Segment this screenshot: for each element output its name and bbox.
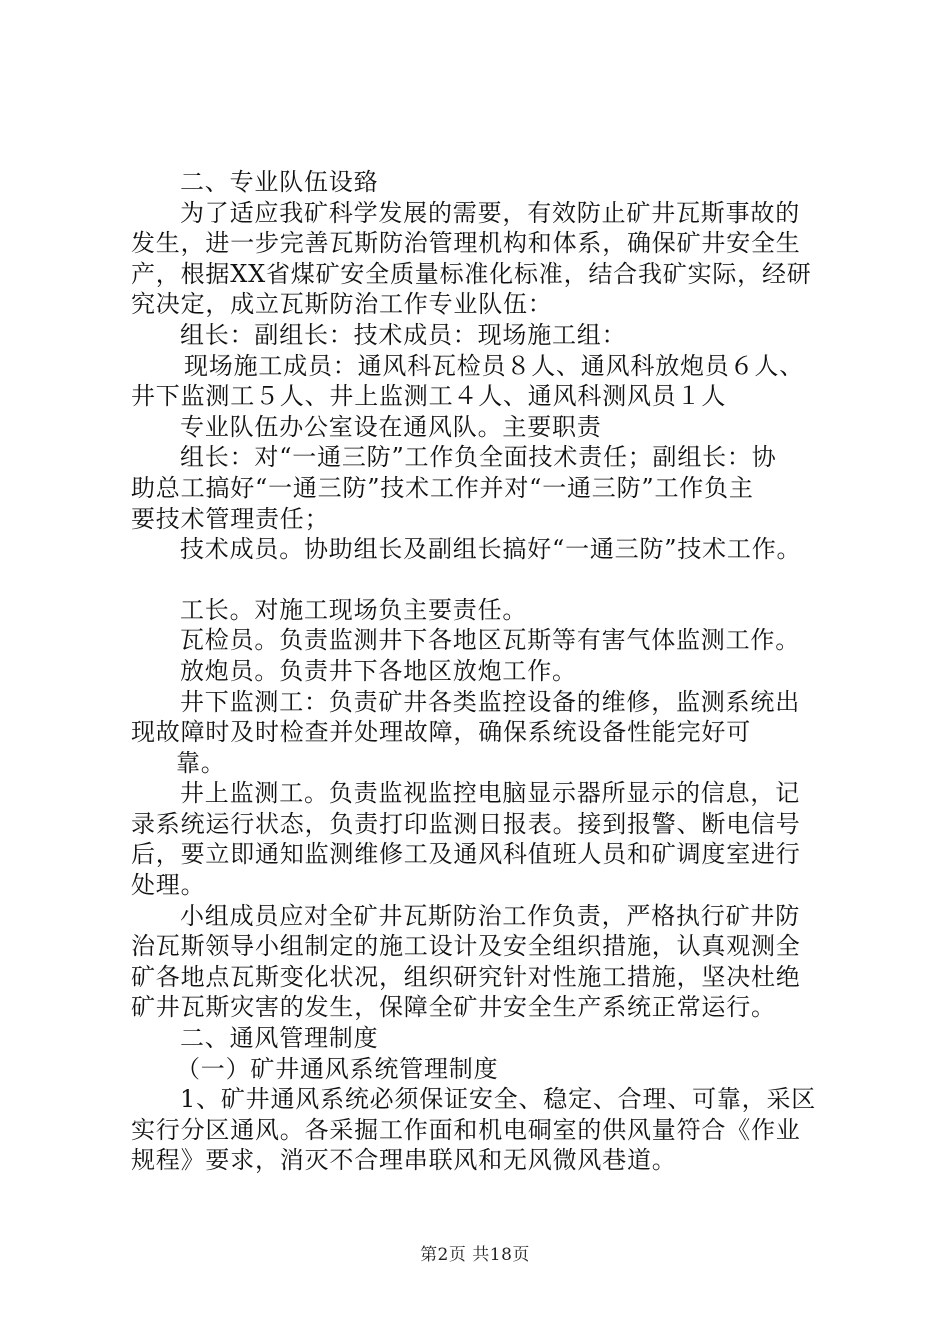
paragraph-line: 工长。对施工现场负主要责任。	[180, 595, 528, 624]
paragraph-line: 技术成员。协助组长及副组长搞好“一通三防”技术工作。	[180, 535, 802, 564]
section-heading: 二、专业队伍设臵	[180, 168, 379, 196]
paragraph-line: 后，要立即通知监测维修工及通风科值班人员和矿调度室进行	[131, 840, 801, 869]
paragraph-line: 录系统运行状态，负责打印监测日报表。接到报警、断电信号	[131, 809, 801, 838]
paragraph-line: 1、矿井通风系统必须保证安全、稳定、合理、可靠，采区	[180, 1085, 817, 1114]
paragraph-line: 实行分区通风。各采掘工作面和机电硐室的供风量符合《作业	[131, 1115, 801, 1144]
blank-line	[131, 565, 851, 595]
paragraph-line: 组长：对“一通三防”工作负全面技术责任；副组长：协	[180, 443, 777, 472]
paragraph-line: 瓦检员。负责监测井下各地区瓦斯等有害气体监测工作。	[180, 626, 800, 655]
paragraph-line: 组长：副组长：技术成员：现场施工组：	[180, 320, 627, 349]
paragraph-line: 专业队伍办公室设在通风队。主要职责	[180, 412, 602, 441]
paragraph-line: 矿各地点瓦斯变化状况，组织研究针对性施工措施，坚决杜绝	[131, 962, 801, 991]
page-number-footer: 第2页 共18页	[420, 1245, 530, 1265]
paragraph-line: 为了适应我矿科学发展的需要，有效防止矿井瓦斯事故的	[180, 198, 800, 227]
paragraph-line: 井上监测工。负责监视监控电脑显示器所显示的信息，记	[180, 779, 800, 808]
paragraph-line: 发生，进一步完善瓦斯防治管理机构和体系，确保矿井安全生	[131, 229, 801, 258]
paragraph-line: 现故障时及时检查并处理故障，确保系统设备性能完好可	[131, 718, 751, 747]
paragraph-line: 产，根据XX省煤矿安全质量标准化标准，结合我矿实际，经研	[131, 259, 812, 288]
paragraph-line: 处理。	[131, 871, 206, 900]
paragraph-line: 助总工搞好“一通三防”技术工作并对“一通三防”工作负主	[131, 473, 754, 502]
paragraph-line: 究决定，成立瓦斯防治工作专业队伍：	[131, 290, 553, 319]
paragraph-line: 靠。	[176, 748, 226, 777]
paragraph-line: 要技术管理责任；	[131, 504, 330, 533]
paragraph-line: 矿井瓦斯灾害的发生，保障全矿井安全生产系统正常运行。	[131, 993, 776, 1022]
paragraph-line: 规程》要求，消灭不合理串联风和无风微风巷道。	[131, 1146, 677, 1175]
paragraph-line: 井下监测工５人、井上监测工４人、通风科测风员１人	[131, 382, 727, 411]
document-body	[131, 167, 851, 1176]
paragraph-line: 井下监测工：负责矿井各类监控设备的维修，监测系统出	[180, 687, 800, 716]
subsection-heading: （一）矿井通风系统管理制度	[176, 1054, 499, 1083]
section-heading: 二、通风管理制度	[180, 1024, 379, 1053]
paragraph-line: 小组成员应对全矿井瓦斯防治工作负责，严格执行矿井防	[180, 901, 800, 930]
paragraph-line: 放炮员。负责井下各地区放炮工作。	[180, 656, 577, 685]
paragraph-line: 治瓦斯领导小组制定的施工设计及安全组织措施，认真观测全	[131, 932, 801, 961]
paragraph-line: 现场施工成员：通风科瓦检员８人、通风科放炮员６人、	[184, 351, 804, 380]
